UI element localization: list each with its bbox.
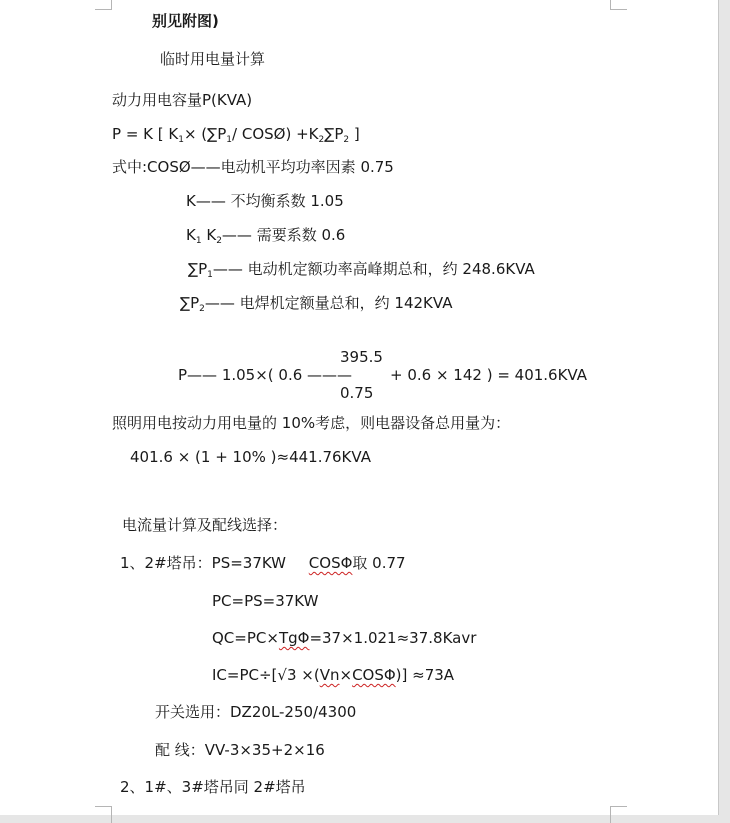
p1-definition: $\sum P_1——$ 电动机定额功率高峰期总和，约 248.6KVA — [188, 260, 535, 280]
lighting-note: 照明用电按动力用电量的 10%考虑，则电器设备总用量为： — [112, 414, 511, 432]
wiring-selection: 配 线：VV-3×35+2×16 — [155, 741, 325, 759]
item-1-crane: 1、2#塔吊：PS=37KW COSΦ取 0.77 — [120, 554, 406, 572]
calc-right: + 0.6 × 142 ) = 401.6KVA — [390, 366, 587, 384]
where-clause: 式中:COSØ——电动机平均功率因素 0.75 — [112, 158, 394, 176]
k12-definition: $K_1$ $K_2——$ 需要系数 0.6 — [186, 226, 346, 246]
margin-mark-top-right — [610, 0, 627, 10]
p2-definition: $\sum P_2——$ 电焊机定额量总和，约 142KVA — [180, 294, 453, 314]
pc-line: PC=PS=37KW — [212, 592, 319, 610]
capacity-formula: P = K [ $K_1\times (\sum P_1/$ COSØ) $+K_2\sum P_2$ ] — [112, 125, 360, 145]
fraction-denominator: 0.75 — [340, 384, 374, 402]
calc-left: P—— 1.05×( 0.6 ——— — [178, 366, 353, 384]
capacity-heading: 动力用电容量P(KVA) — [112, 91, 253, 109]
k-definition: K—— 不均衡系数 1.05 — [186, 192, 344, 210]
current-heading: 电流量计算及配线选择： — [122, 516, 288, 534]
margin-mark-top-left — [95, 0, 112, 10]
qc-line: QC=PC×TgΦ=37×1.021≈37.8Kavr — [212, 629, 477, 647]
switch-selection: 开关选用：DZ20L-250/4300 — [155, 703, 357, 721]
top-line: 别见附图) — [152, 12, 219, 30]
section-title: 临时用电量计算 — [160, 50, 266, 68]
total-load: 401.6 × (1 + 10% )≈441.76KVA — [130, 448, 371, 466]
item-2-crane: 2、1#、3#塔吊同 2#塔吊 — [120, 778, 306, 796]
fraction-numerator: 395.5 — [340, 348, 383, 366]
ic-line: IC=PC÷[√3 ×(Vn×COSΦ)] ≈73A — [212, 666, 455, 684]
